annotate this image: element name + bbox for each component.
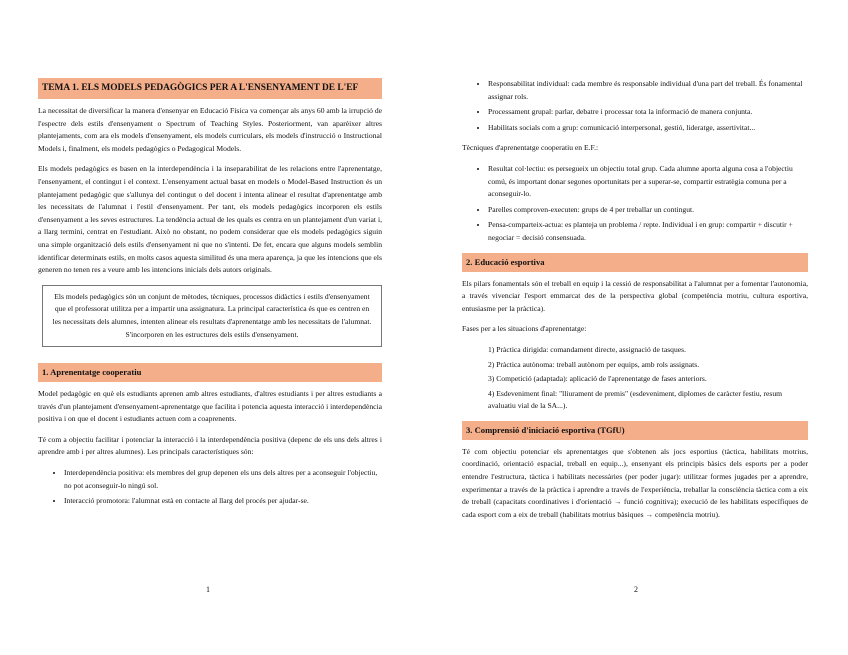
list-item: • Responsabilitat individual: cada membre és responsable individual d'una part del treball. És fonamental assignar rols.	[488, 78, 808, 103]
page-2	[424, 0, 848, 655]
paragraph: Model pedagògic en què els estudiants aprenen amb altres estudiants, d'altres estudiants i per altres estudiants a través d'un plantejament d'ensenyament-aprenentatge que facilita i potencia aquesta interacció i interdependència positiva i on que el docent i estudiants actuen com a coaprenents.	[38, 389, 382, 424]
paragraph: La necessitat de diversificar la manera d'ensenyar en Educació Física va començar als anys 60 amb la irrupció de l'espectre dels estils d'ensenyament o Spectrum of Teaching Styles. Posteriorment, van aparèixer altres plantejaments, com ara els models d'ensenyament, els models curriculars, els models d'instrucció o Instructional Models i, finalment, els models pedagògics o Pedagogical Models.	[38, 106, 382, 153]
page-number: 2	[634, 585, 638, 594]
page-1-column	[38, 78, 382, 516]
document-title: TEMA 1. ELS MODELS PEDAGÒGICS PER A L'ENSENYAMENT DE L'EF	[38, 78, 382, 99]
list-item: 2) Pràctica autònoma: treball autònom per equips, amb rols assignats.	[488, 359, 700, 369]
list-item: • Pensa-comparteix-actua: es planteja un problema / repte. Individual i en grup: compartir + discutir + negociar = decisió consensuada.	[488, 219, 808, 244]
list-item: • Interacció promotora: l'alumnat està en contacte al llarg del procés per ajudar-se.	[64, 495, 382, 508]
characteristics-list-continued	[462, 78, 808, 134]
phases-list	[462, 344, 808, 413]
paragraph: Té com objectiu potenciar els aprenentatges que s'obtenen als jocs esportius (tàctica, habilitats motrius, coordinació, orientació espacial, treball en equip...), ensenyant els principis bàsics dels esports per a poder entendre l'estructura, tàctica i habilitats necessàries (per poder jugar): utilitzar formes jugades per a aprendre, experimentar a través de la pràctica i aprendre a través de l'experiència, treballar la consciència tàctica com a eix de treball (capacitats coordinatives i d'orientació → funció cognitiva); execució de les habilitats específiques de cada esport com a eix de treball (habilitats motrius bàsiques → competència motriu).	[462, 446, 808, 519]
techniques-list	[462, 163, 808, 245]
paragraph: Tècniques d'aprenentatge cooperatiu en E.F.:	[462, 143, 599, 153]
section-heading-tgfu: 3. Comprensió d'iniciació esportiva (TGfU)	[462, 421, 808, 440]
page-number: 1	[206, 585, 210, 594]
page-2-column	[462, 78, 808, 529]
list-item: • Resultat col·lectiu: es persegueix un objectiu total grup. Cada alumne aporta alguna cosa a l'objectiu comú, és important donar segones oportunitats per a superar-se, compartir estratègia comuna per a aconseguir-lo.	[488, 163, 808, 201]
list-item: 3) Competició (adaptada): aplicació de l'aprenentatge de fases anteriors.	[488, 374, 707, 384]
characteristics-list	[38, 467, 382, 508]
list-item: • Interdependència positiva: els membres del grup depenen els uns dels altres per a aconseguir l'objectiu, no pot aconseguir-lo ningú sol.	[64, 467, 382, 492]
definition-box: Els models pedagògics són un conjunt de mètodes, tècniques, processos didàctics i estils d'ensenyament que el professorat utilitza per a impartir una assignatura. La principal característica és que es centren en les necessitats dels alumnes, intenten alinear els resultats d'aprenentatge amb les necessitats de l'alumnat. S'incorporen en les estructures dels estils d'ensenyament.	[42, 285, 382, 347]
list-item: • Habilitats socials com a grup: comunicació interpersonal, gestió, lideratge, assertivitat...	[488, 122, 808, 135]
list-item: 1) Pràctica dirigida: comandament directe, assignació de tasques.	[488, 344, 686, 354]
paragraph: Fases per a les situacions d'aprenentatge:	[462, 324, 587, 334]
section-heading-sport-education: 2. Educació esportiva	[462, 253, 808, 272]
paragraph: Els pilars fonamentals són el treball en equip i la cessió de responsabilitat a l'alumnat per a fomentar l'autonomia, a través vivenciar l'esport emmarcat des de la perspectiva global (competència motriu, cultura esportiva, entusiasme per la pràctica).	[462, 278, 808, 313]
section-heading-cooperative-learning: 1. Aprenentatge cooperatiu	[38, 363, 382, 382]
list-item: 4) Esdeveniment final: "lliurament de premis" (esdeveniment, diplomes de caràcter festiu, resum avaluatiu vial de la SA...).	[488, 388, 783, 411]
list-item: • Parelles comproven-executen: grups de 4 per treballar un contingut.	[488, 204, 808, 217]
paragraph: Té com a objectiu facilitar i potenciar la interacció i la interdependència positiva (depenc de els uns dels altres i aprendre amb i per altres alumnes). Les principals característiques són:	[38, 434, 382, 457]
paragraph: Els models pedagògics es basen en la interdependència i la inseparabilitat de les relacions entre l'aprenentatge, l'ensenyament, el contingut i el context. L'ensenyament actual basat en models o Model-Based Instruction és un plantejament pedagògic que s'allunya del contingut o del docent i intenta alinear el resultat d'aprenentatge amb les necessitats de l'alumnat i l'estil d'ensenyament. Per tant, els models pedagògics incorporen els estils d'ensenyament a les seves estructures. La tendència actual de les quals es centra en un plantejament d'un variat i, a llarg termini, centrat en l'estudiant. Això no obstant, no podem considerar que els models pedagògics siguin una simple organització dels estils d'ensenyament ni que no s'intenti. De fet, encara que alguns models semblin identificar determinats estils, en molts casos aquesta similitud és una mera aparença, ja que les intencions que els generen no tenen res a veure amb les intencions inicials dels autors originals.	[38, 164, 382, 275]
list-item: • Processament grupal: parlar, debatre i processar tota la informació de manera conjunta.	[488, 106, 808, 119]
